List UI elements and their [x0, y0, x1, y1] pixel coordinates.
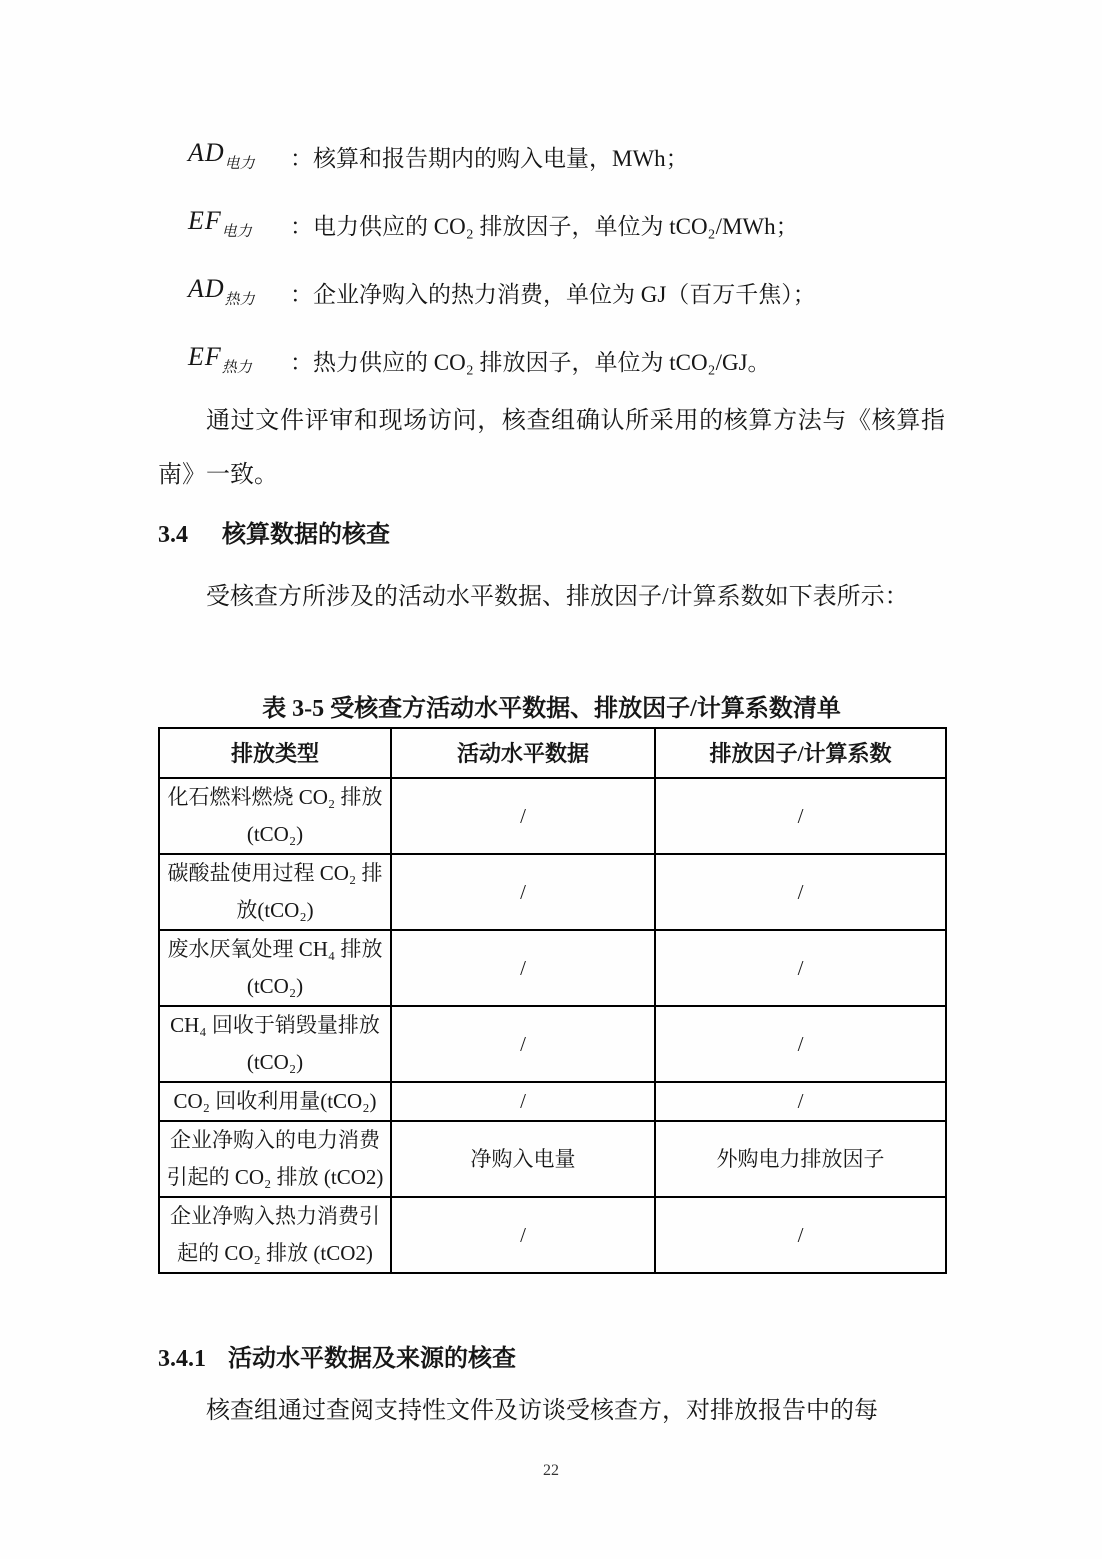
cell-activity-data: /	[391, 930, 655, 1006]
section-3-4-1-heading	[158, 1338, 945, 1373]
table-header-row	[159, 728, 946, 778]
symbol-term	[188, 274, 290, 309]
definition-text: ：电力供应的 CO₂ 排放因子，单位为 tCO₂/MWh；	[290, 214, 799, 239]
cell-emission-factor: /	[655, 930, 946, 1006]
symbol-term	[188, 138, 290, 173]
cell-emission-factor: /	[655, 778, 946, 854]
definition-item-ef-electricity	[158, 206, 945, 274]
symbol-text: EF	[188, 206, 222, 235]
section-number: 3.4.1	[158, 1346, 206, 1372]
cell-emission-type: CH₄ 回收于销毁量排放(tCO₂)	[159, 1006, 391, 1082]
table-row	[159, 930, 946, 1006]
cell-emission-factor: /	[655, 854, 946, 930]
definition-text: ：核算和报告期内的购入电量，MWh；	[290, 146, 689, 171]
symbol-subscript: 电力	[221, 224, 252, 240]
cell-activity-data: /	[391, 1006, 655, 1082]
table-row	[159, 1006, 946, 1082]
cell-emission-type: 废水厌氧处理 CH₄ 排放(tCO₂)	[159, 930, 391, 1006]
cell-emission-type: 企业净购入的电力消费引起的 CO₂ 排放 (tCO2)	[159, 1121, 391, 1197]
symbol-subscript: 电力	[224, 156, 255, 172]
definition-item-ad-electricity	[158, 138, 945, 206]
symbol-term	[188, 342, 290, 377]
symbol-subscript: 热力	[224, 292, 255, 308]
cell-activity-data: /	[391, 1197, 655, 1273]
table-row	[159, 778, 946, 854]
cell-emission-factor: 外购电力排放因子	[655, 1121, 946, 1197]
cell-activity-data: /	[391, 854, 655, 930]
cell-emission-type: 化石燃料燃烧 CO₂ 排放(tCO₂)	[159, 778, 391, 854]
cell-activity-data: 净购入电量	[391, 1121, 655, 1197]
table-3-5	[158, 727, 947, 1274]
page-number: 22	[543, 1462, 559, 1479]
col-header-emission-type: 排放类型	[159, 728, 391, 778]
cell-emission-type: 碳酸盐使用过程 CO₂ 排放(tCO₂)	[159, 854, 391, 930]
col-header-emission-factor: 排放因子/计算系数	[655, 728, 946, 778]
cell-activity-data: /	[391, 1082, 655, 1121]
table-3-5-container	[158, 727, 945, 1274]
table-row	[159, 854, 946, 930]
paragraph-table-intro: 受核查方所涉及的活动水平数据、排放因子/计算系数如下表所示：	[206, 584, 909, 610]
symbol-term	[188, 206, 290, 241]
section-title: 活动水平数据及来源的核查	[228, 1346, 516, 1372]
symbol-text: AD	[188, 274, 225, 303]
definition-list	[158, 138, 945, 410]
paragraph-accounting-method: 通过文件评审和现场访问，核查组确认所采用的核算方法与《核算指南》一致。	[158, 408, 945, 488]
section-3-4-heading	[158, 514, 945, 549]
cell-emission-type: 企业净购入热力消费引起的 CO₂ 排放 (tCO2)	[159, 1197, 391, 1273]
table-row	[159, 1121, 946, 1197]
symbol-subscript: 热力	[221, 360, 252, 376]
paragraph-activity-data: 核查组通过查阅支持性文件及访谈受核查方，对排放报告中的每	[206, 1398, 878, 1424]
definition-item-ad-heat	[158, 274, 945, 342]
table-row	[159, 1197, 946, 1273]
cell-emission-factor: /	[655, 1197, 946, 1273]
symbol-text: EF	[188, 342, 222, 371]
col-header-activity-data: 活动水平数据	[391, 728, 655, 778]
cell-emission-type: CO₂ 回收利用量(tCO₂)	[159, 1082, 391, 1121]
cell-emission-factor: /	[655, 1082, 946, 1121]
section-title: 核算数据的核查	[222, 522, 390, 548]
section-number: 3.4	[158, 522, 188, 548]
definition-text: ：热力供应的 CO₂ 排放因子，单位为 tCO₂/GJ。	[290, 350, 771, 375]
cell-activity-data: /	[391, 778, 655, 854]
definition-text: ：企业净购入的热力消费，单位为 GJ（百万千焦）；	[290, 282, 816, 307]
table-row	[159, 1082, 946, 1121]
table-3-5-caption: 表 3-5 受核查方活动水平数据、排放因子/计算系数清单	[262, 696, 841, 722]
symbol-text: AD	[188, 138, 225, 167]
cell-emission-factor: /	[655, 1006, 946, 1082]
